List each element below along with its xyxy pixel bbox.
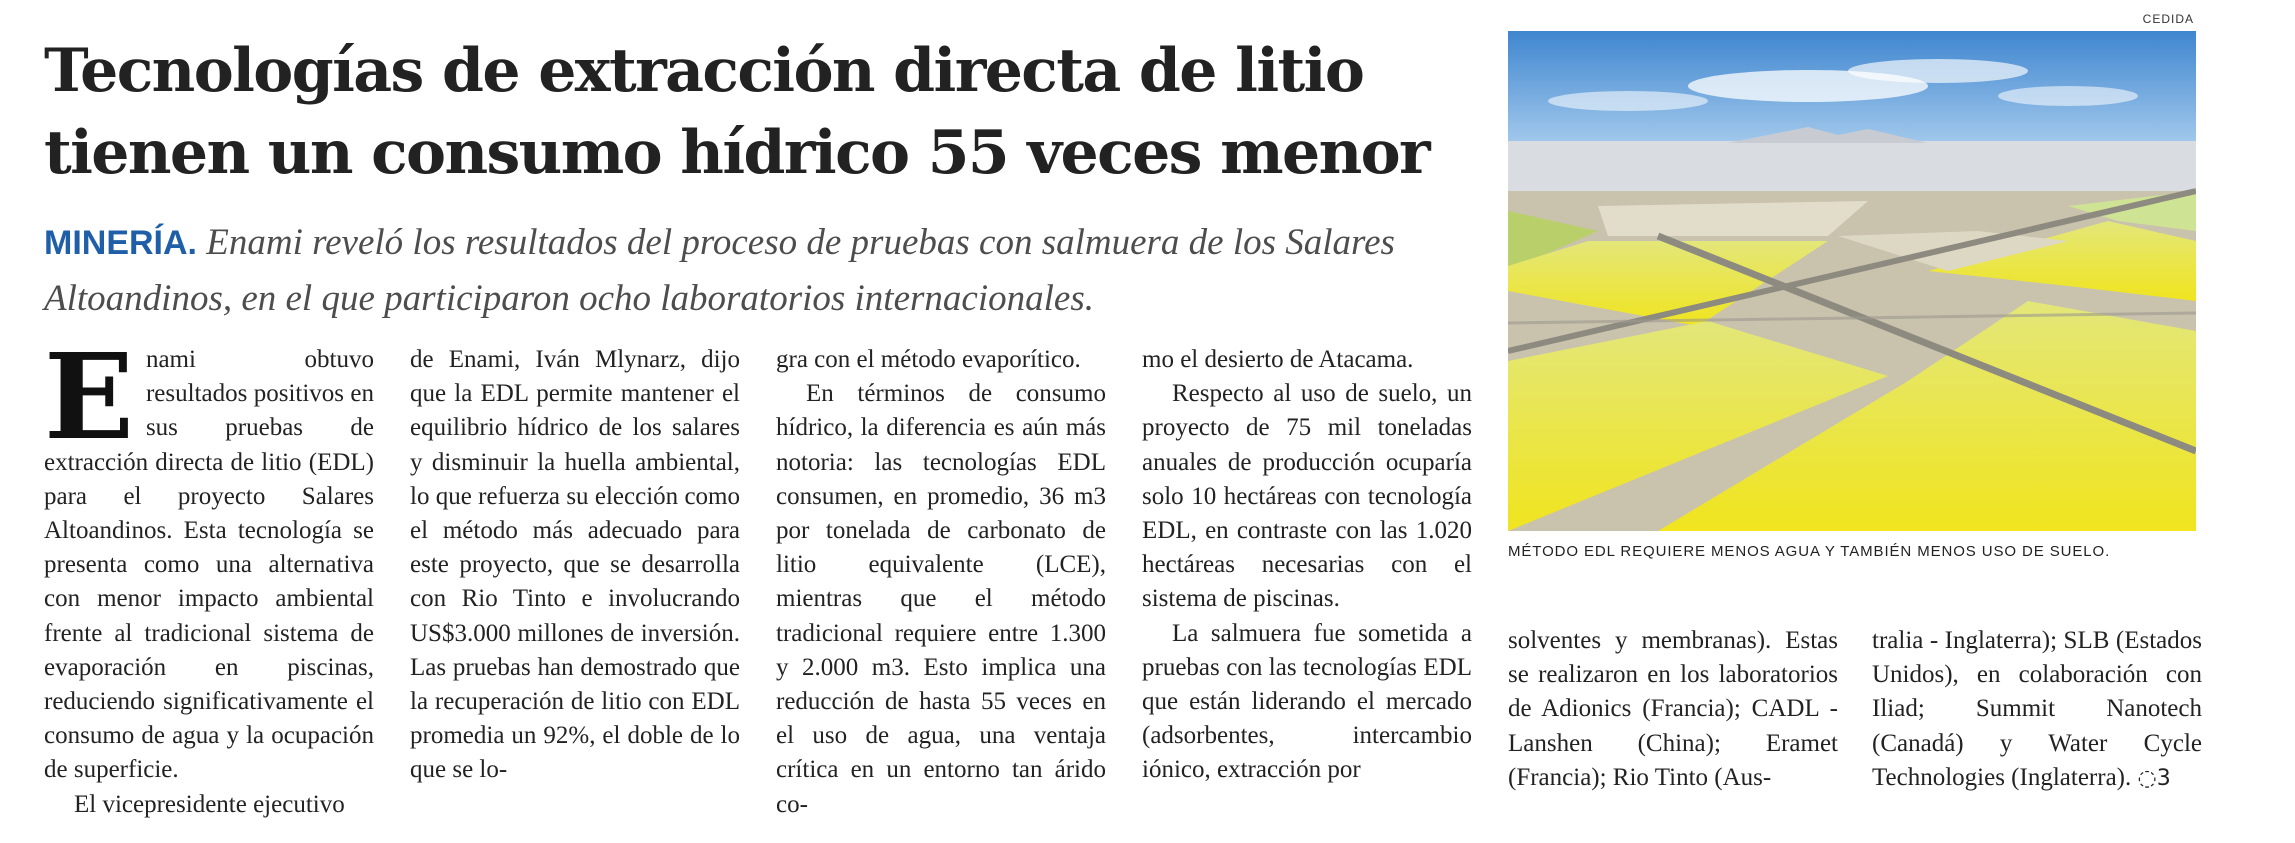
body-column-4 — [1142, 343, 1472, 788]
end-of-article-mark: ◌3 — [2137, 765, 2171, 791]
body-column-5 — [1508, 624, 1838, 795]
body-paragraph: La salmuera fue sometida a pruebas con las tecnologías EDL que están liderando el mercado (adsorbentes, intercambio iónico, extracción por — [1142, 619, 1472, 784]
headline-line-1: Tecnologías de extracción directa de litio — [44, 36, 1364, 106]
body-paragraph: En términos de consumo hídrico, la diferencia es aún más notoria: las tecnologías EDL consumen, en promedio, 36 m3 por tonelada de carbonato de litio equivalente (LCE), mientras que el método tradicional requiere entre 1.300 y 2.000 m3. Esto implica una reducción de hasta 55 veces en el uso de agua, una ventaja crítica en un entorno tan árido co- — [776, 380, 1106, 818]
salt-flat-photo — [1508, 31, 2196, 531]
body-paragraph: de Enami, Iván Mlynarz, dijo que la EDL permite mantener el equilibrio hídrico de los salares y disminuir la huella ambiental, lo que refuerza su elección como el método más adecuado para este proyecto, que se desarrolla con Rio Tinto e involucrando US$3.000 millones de inversión. Las pruebas han demostrado que la recuperación de litio con EDL promedia un 92%, el doble de lo que se lo- — [410, 346, 740, 784]
body-paragraph: Respecto al uso de suelo, un proyecto de 75 mil toneladas anuales de producción ocuparía solo 10 hectáreas con tecnología EDL, en contraste con las 1.020 hectáreas necesarias con el sistema de piscinas. — [1142, 380, 1472, 613]
lead-text: Enami reveló los resultados del proceso de pruebas con salmuera de los Salares Altoandinos, en el que participaron ocho laboratorios internacionales. — [44, 222, 1395, 319]
lead-paragraph — [44, 215, 1504, 326]
body-paragraph: El vicepresidente ejecutivo — [74, 790, 345, 818]
body-paragraph: solventes y membranas). Estas se realizaron en los laboratorios de Adionics (Francia); CADL - Lanshen (China); Eramet (Francia); Rio Tinto (Aus- — [1508, 627, 1838, 791]
body-paragraph — [1872, 624, 2202, 796]
drop-cap: E — [44, 327, 134, 466]
photo-caption: MÉTODO EDL REQUIERE MENOS AGUA Y TAMBIÉN MENOS USO DE SUELO. — [1508, 543, 2111, 560]
grey-pond — [1598, 201, 1868, 236]
body-paragraph: gra con el método evaporítico. — [776, 346, 1081, 373]
body-text: tralia - Inglaterra); SLB (Estados Unidos), en colaboración con Iliad; Summit Nanotech (Canadá) y Water Cycle Technologies (Inglaterra). — [1872, 627, 2202, 791]
body-column-2 — [410, 343, 740, 788]
section-kicker: MINERÍA. — [44, 224, 197, 262]
body-column-1 — [44, 327, 374, 822]
headline — [44, 30, 1504, 194]
body-paragraph: nami obtuvo resultados positivos en sus pruebas de extracción directa de litio (EDL) para el proyecto Salares Altoandinos. Esta tecnología se presenta como una alternativa con menor impacto ambiental frente al tradicional sistema de evaporación en piscinas, reduciendo significativamente el consumo de agua y la ocupación de superficie. — [44, 346, 374, 784]
photo-credit: CEDIDA — [2142, 12, 2194, 26]
headline-line-2: tienen un consumo hídrico 55 veces menor — [44, 118, 1430, 188]
body-column-3 — [776, 343, 1106, 822]
body-paragraph: mo el desierto de Atacama. — [1142, 346, 1414, 373]
body-column-6 — [1872, 624, 2202, 796]
